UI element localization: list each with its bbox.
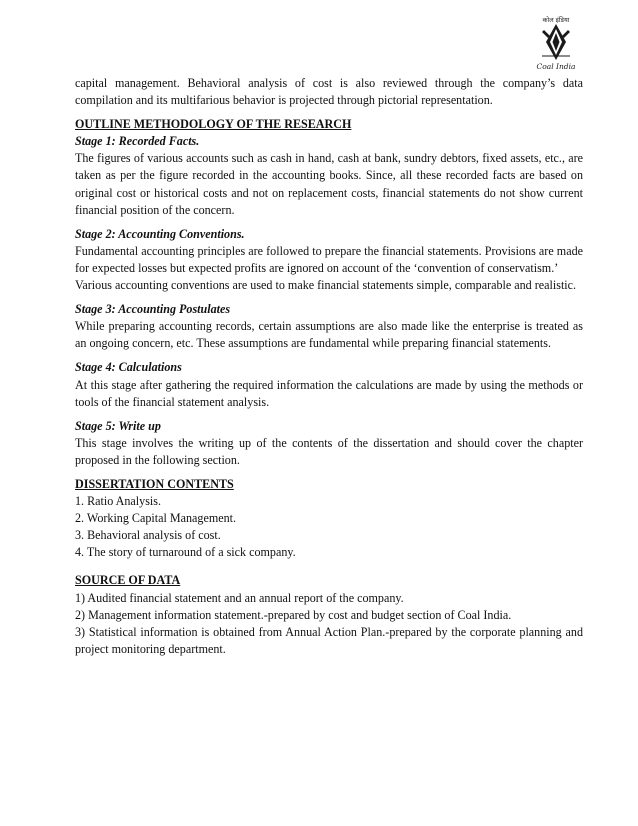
source-list-item: 3) Statistical information is obtained from Annual Action Plan.-prepared by the corporate planning and project monitoring department.	[75, 624, 583, 656]
stage-4-paragraph: At this stage after gathering the required information the calculations are made by using the methods or tools of the financial statement analysis.	[75, 377, 583, 409]
stage-5-paragraph: This stage involves the writing up of the contents of the dissertation and should cover the chapter proposed in the following section.	[75, 435, 583, 467]
source-heading: SOURCE OF DATA	[75, 573, 181, 588]
stage-5-title: Stage 5: Write up	[75, 418, 161, 433]
stage-1-title: Stage 1: Recorded Facts.	[75, 134, 200, 149]
stage-1-paragraph: The figures of various accounts such as cash in hand, cash at bank, sundry debtors, fixed assets, etc., are taken as per the figure recorded in the accounting books. Since, all these recorded facts are based on original cost or historical costs and not on replacement costs, financial statements do not show current financial position of the concern.	[75, 151, 583, 217]
source-list-item: 1) Audited financial statement and an annual report of the company.	[75, 590, 404, 605]
dissertation-list-item: 3. Behavioral analysis of cost.	[75, 528, 221, 543]
coal-india-logo-icon	[522, 12, 584, 74]
stage-2-paragraph: Fundamental accounting principles are followed to prepare the financial statements. Provisions are made for expected losses but expected profits are ignored on account of the ‘convention of conservatism.’	[75, 243, 583, 275]
stage-3-paragraph: While preparing accounting records, certain assumptions are also made like the enterprise is treated as an ongoing concern, etc. These assumptions are fundamental while preparing financial statements.	[75, 319, 583, 351]
stage-2-title: Stage 2: Accounting Conventions.	[75, 226, 245, 241]
dissertation-list-item: 2. Working Capital Management.	[75, 511, 237, 526]
logo-script-text: कोल इंडिया	[542, 16, 570, 24]
stage-2-paragraph: Various accounting conventions are used to make financial statements simple, comparable and realistic.	[75, 278, 577, 293]
dissertation-list-item: 1. Ratio Analysis.	[75, 494, 162, 509]
stage-4-title: Stage 4: Calculations	[75, 360, 182, 375]
dissertation-list-item: 4. The story of turnaround of a sick company.	[75, 545, 296, 560]
methodology-heading: OUTLINE METHODOLOGY OF THE RESEARCH	[75, 117, 352, 132]
intro-paragraph: capital management. Behavioral analysis of cost is also reviewed through the company’s data compilation and its multifarious behavior is projected through pictorial representation.	[75, 76, 583, 108]
source-list-item: 2) Management information statement.-prepared by cost and budget section of Coal India.	[75, 607, 512, 622]
stage-3-title: Stage 3: Accounting Postulates	[75, 302, 231, 317]
dissertation-heading: DISSERTATION CONTENTS	[75, 476, 234, 491]
logo-name-text: Coal India	[536, 62, 576, 71]
document-body	[75, 75, 583, 658]
